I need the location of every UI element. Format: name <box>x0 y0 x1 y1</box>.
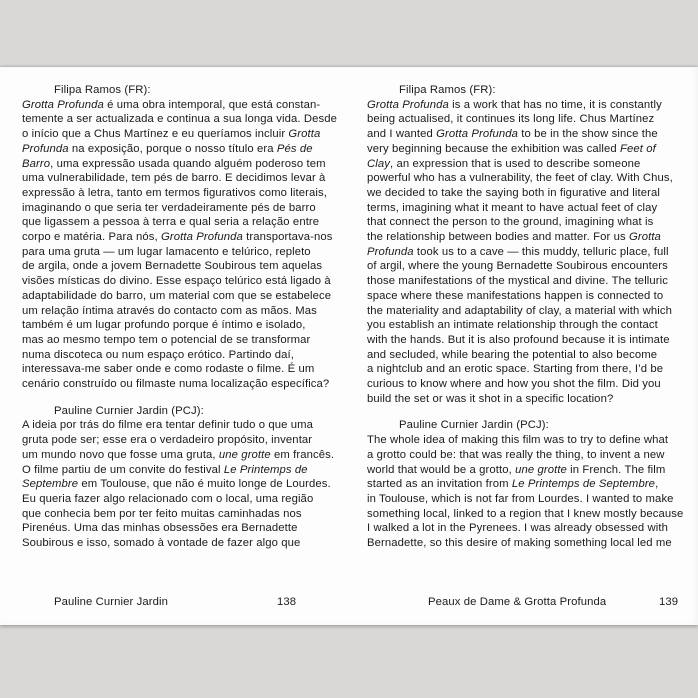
text-line: of argil, where the young Bernadette Soubirous encounters <box>367 260 668 273</box>
text-line: and I wanted Grotta Profunda to be in the show since the <box>367 128 658 141</box>
text-line: gruta pode ser; esse era o verdadeiro propósito, inventar <box>22 434 313 447</box>
text-line: we decided to take the saying both in figurative and literal <box>367 186 660 199</box>
text-line: the relationship between bodies and matter. For us Grotta <box>367 231 661 244</box>
text-line: very beginning because the exhibition was called Feet of <box>367 142 656 155</box>
book-spread <box>0 67 698 625</box>
text-line: terms, imagining what it meant to have actual feet of clay <box>367 201 658 214</box>
text-line: a nightclub and an erotic space. Starting from there, I’d be <box>367 363 664 376</box>
speaker-heading: Filipa Ramos (FR): <box>54 84 151 96</box>
text-line: Pirenéus. Uma das minhas obsessões era Bernadette <box>22 522 298 535</box>
left-page-text-column <box>22 83 346 551</box>
paragraph <box>367 433 683 551</box>
paragraph <box>22 418 346 550</box>
text-line: corpo e matéria. Para nós, Grotta Profunda transportava-nos <box>22 231 333 244</box>
text-line: Soubirous e isso, somado à vontade de fazer algo que <box>22 537 301 550</box>
text-line: with the hands. But it is also profound because it is intimate <box>367 333 670 346</box>
text-line: expressão à letra, tanto em termos figurativos como literais, <box>22 186 327 199</box>
text-line: build the set or was it shot in a specific location? <box>367 392 614 405</box>
text-line: visões místicas do divino. Esse espaço telúrico está ligado à <box>22 275 331 288</box>
text-line: Grotta Profunda is a work that has no time, it is constantly <box>367 98 662 111</box>
speaker-heading: Pauline Curnier Jardin (PCJ): <box>399 419 549 432</box>
text-line: A ideia por trás do filme era tentar definir tudo o que uma <box>22 419 313 432</box>
text-line: powerful who has a vulnerability, the feet of clay. With Chus, <box>367 172 673 185</box>
paragraph <box>367 98 683 407</box>
text-line: também é um lugar profundo porque é íntimo e isolado, <box>22 319 306 332</box>
interview-section-fr <box>22 83 346 392</box>
page-number-right: 139 <box>659 596 679 608</box>
running-title-left: Pauline Curnier Jardin <box>54 596 168 608</box>
text-line: Grotta Profunda é uma obra intemporal, que está constan- <box>22 98 321 111</box>
running-title-right: Peaux de Dame & Grotta Profunda <box>428 596 607 608</box>
text-line: the materiality and adaptability of clay, a material with which <box>367 304 672 317</box>
text-line: you establish an intimate relationship through the contact <box>367 319 658 332</box>
text-line: que conhecia bem por ter feito muitas caminhadas nos <box>22 507 302 520</box>
speaker-heading: Filipa Ramos (FR): <box>399 84 496 96</box>
interview-section-fr <box>367 83 683 406</box>
text-line: Profunda na exposição, porque o nosso título era Pés de <box>22 142 313 155</box>
text-line: that connect the person to the ground, imagining what is <box>367 216 654 229</box>
interview-section-pcj <box>367 418 683 550</box>
text-line: those manifestations of the mystical and divine. The telluric <box>367 275 669 288</box>
text-line: para uma gruta — um lugar lamacento e telúrico, repleto <box>22 245 311 258</box>
text-line: Barro, uma expressão usada quando alguém poderoso tem <box>22 157 326 170</box>
text-line: Bernadette, so this desire of making something local led me <box>367 537 672 550</box>
paragraph <box>22 98 346 392</box>
text-line: temente a ser actualizada e continua a sua longa vida. Desde <box>22 113 337 126</box>
text-line: Clay, an expression that is used to describe someone <box>367 157 641 170</box>
interview-section-pcj <box>22 404 346 551</box>
text-line: something local, linked to a region that I knew mostly because <box>367 507 684 520</box>
text-line: uma vulnerabilidade, tem pés de barro. E decidimos levar à <box>22 172 326 185</box>
text-line: and secluded, while bearing the potential to also become <box>367 348 658 361</box>
text-line: o início que a Chus Martínez e eu queríamos incluir Grotta <box>22 128 321 141</box>
text-line: um relação íntima através do contacto com as mãos. Mas <box>22 304 317 317</box>
text-line: space where these manifestations happen is connected to <box>367 289 664 302</box>
text-line: I walked a lot in the Pyrenees. I was already obsessed with <box>367 522 669 535</box>
text-line: world that would be a grotto, une grotte in French. The film <box>367 463 666 476</box>
right-page-text-column <box>367 83 683 551</box>
text-line: imaginando o que seria ter verdadeiramente pés de barro <box>22 201 316 214</box>
text-line: curious to know where and how you shot the film. Did you <box>367 378 661 391</box>
text-line: being actualised, it continues its long life. Chus Martínez <box>367 113 655 126</box>
text-line: cenário construído ou filmaste numa localização específica? <box>22 378 330 391</box>
text-line: adaptabilidade do barro, um material com que se estabelece <box>22 289 332 302</box>
text-line: de argila, onde a jovem Bernadette Soubirous tem aquelas <box>22 260 323 273</box>
text-line: interessava-me saber onde e como rodaste o filme. É um <box>22 363 315 376</box>
text-line: um mundo novo que fosse uma gruta, une grotte em francês. <box>22 448 335 461</box>
text-line: started as an invitation from Le Printemps de Septembre, <box>367 478 659 491</box>
text-line: que ligassem a pessoa à terra e qual seria a relação entre <box>22 216 320 229</box>
text-line: O filme partiu de um convite do festival Le Printemps de <box>22 463 308 476</box>
text-line: Septembre em Toulouse, que não é muito longe de Lourdes. <box>22 478 331 491</box>
text-line: numa discoteca ou num espaço erótico. Partindo daí, <box>22 348 294 361</box>
text-line: The whole idea of making this film was to try to define what <box>367 434 669 447</box>
text-line: in Toulouse, which is not far from Lourdes. I wanted to make <box>367 492 674 505</box>
text-line: Profunda took us to a cave — this muddy, telluric place, full <box>367 245 669 258</box>
speaker-heading: Pauline Curnier Jardin (PCJ): <box>54 404 204 417</box>
text-line: mas ao mesmo tempo tem o potencial de se transformar <box>22 333 311 346</box>
page-number-left: 138 <box>277 596 297 608</box>
text-line: Eu queria fazer algo relacionado com o local, uma região <box>22 492 314 505</box>
text-line: a grotto could be: that was really the thing, to invent a new <box>367 448 665 461</box>
